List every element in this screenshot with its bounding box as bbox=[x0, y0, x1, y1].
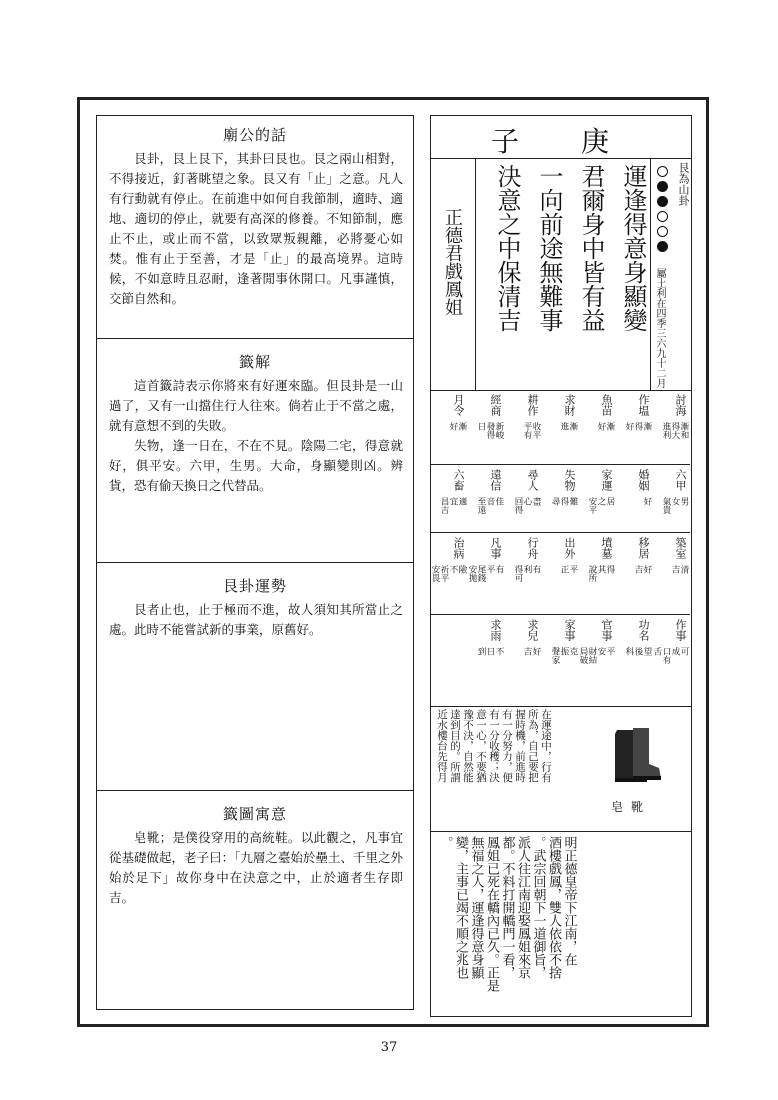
table-cell bbox=[653, 535, 690, 613]
cell-value-line: 有 bbox=[531, 565, 541, 574]
cell-value-line: 音 bbox=[485, 497, 495, 506]
explain-line: 有一分收穫；決 bbox=[488, 709, 500, 783]
story-title: 正德君戲鳳姐 bbox=[442, 208, 463, 316]
section-body bbox=[97, 596, 413, 640]
cell-key: 失物 bbox=[563, 469, 576, 491]
cell-value-line: 氣貴 bbox=[661, 497, 671, 514]
gua-label: 艮為山卦 bbox=[677, 162, 690, 206]
cell-value-line: 清 bbox=[679, 565, 689, 574]
explain-line: 有一分努力，便 bbox=[501, 709, 513, 783]
yao-filled-icon bbox=[657, 241, 668, 252]
explain-lines bbox=[435, 709, 552, 827]
table-cell bbox=[468, 467, 505, 531]
cell-value bbox=[661, 422, 688, 439]
cell-value bbox=[476, 422, 503, 439]
cell-value-line: 平 bbox=[568, 565, 578, 574]
cell-value bbox=[448, 422, 466, 431]
cell-value-line: 好 bbox=[642, 565, 652, 574]
cell-value-line: 發得 bbox=[485, 422, 495, 439]
cell-key: 魚苗 bbox=[600, 394, 613, 416]
yao-lines bbox=[653, 164, 671, 256]
table-cell bbox=[542, 392, 579, 462]
paragraph: 皂靴；是僕役穿用的高統鞋。以此觀之，凡事宜從基礎做起，老子曰：「九層之臺始於壘土、千里之外始於足下」故你身中在決意之中，止於適者生存即吉。 bbox=[109, 830, 403, 905]
cell-value bbox=[624, 422, 651, 431]
cell-value bbox=[633, 565, 651, 574]
cell-value-line: 平有 bbox=[522, 422, 532, 439]
section-title: 籤解 bbox=[238, 353, 271, 371]
cell-value-line: 昌吉 bbox=[439, 497, 449, 514]
cell-value bbox=[661, 497, 688, 514]
poem-line: 運逢得意身顯變 bbox=[619, 164, 647, 332]
cell-value-line: 漸 bbox=[605, 422, 615, 431]
cell-value-line: 好 bbox=[642, 497, 652, 506]
cell-value-line: 不 bbox=[448, 565, 458, 574]
cell-value bbox=[550, 647, 577, 664]
story-line: 無福之人，運逢得意身顯 bbox=[468, 836, 484, 979]
oracle-panel bbox=[430, 115, 692, 1017]
table-cell bbox=[616, 617, 653, 705]
cell-value-line: 漸 bbox=[457, 422, 467, 431]
explain-line: 意一心，不要猶 bbox=[475, 709, 487, 783]
cell-value-line: 有 bbox=[494, 565, 504, 574]
cell-key: 墳墓 bbox=[600, 537, 613, 559]
cell-value-line: 難 bbox=[568, 497, 578, 506]
cell-value-line: 得 bbox=[633, 422, 643, 431]
story-line: 變，主事已竭不順之兆也 bbox=[453, 836, 468, 979]
cell-value bbox=[430, 565, 466, 582]
explain-line: 豫不決，自然能 bbox=[462, 709, 474, 783]
poem-line: 一向前途無難事 bbox=[535, 164, 563, 332]
cell-key: 六畜 bbox=[452, 469, 465, 491]
table-cell bbox=[542, 467, 579, 531]
cell-value bbox=[642, 497, 651, 506]
story-line: 明正德皇帝下江南，在 bbox=[561, 836, 577, 966]
story-line: 酒樓戲鳳，雙人依依不捨 bbox=[546, 836, 561, 979]
cell-key: 遠信 bbox=[489, 469, 502, 491]
table-cell bbox=[468, 617, 505, 705]
cell-value bbox=[439, 497, 466, 514]
cell-value-line: 吉 bbox=[670, 565, 680, 574]
cell-value bbox=[550, 497, 577, 506]
cell-value-line: 新峻 bbox=[494, 422, 504, 439]
table-cell bbox=[505, 467, 542, 531]
cell-key: 行舟 bbox=[526, 537, 539, 559]
yao-open-icon bbox=[657, 226, 668, 237]
cell-value-line: 財結 bbox=[587, 647, 597, 664]
cell-value-line: 女 bbox=[670, 497, 680, 506]
story-line: 。 bbox=[437, 836, 453, 849]
poem-line: 君爾身中皆有益 bbox=[577, 164, 605, 332]
boots-icon bbox=[605, 726, 665, 786]
cell-value-line: 其 bbox=[596, 565, 606, 574]
story-title-box bbox=[431, 158, 476, 390]
cell-key: 功名 bbox=[637, 619, 650, 641]
section-body bbox=[97, 372, 413, 496]
cell-value bbox=[670, 565, 688, 574]
table-cell bbox=[653, 617, 690, 705]
paragraph: 這首籤詩表示你將來有好運來臨。但艮卦是一山過了，又有一山擋住行人往來。倘若止于不當之處，就有意想不到的失敗。 bbox=[109, 378, 403, 433]
section-gua-fortune bbox=[96, 563, 414, 791]
cell-value bbox=[624, 647, 651, 656]
cell-value-line: 得 bbox=[559, 497, 569, 506]
cell-key: 治病 bbox=[452, 537, 465, 559]
cell-value bbox=[652, 647, 688, 664]
cell-key: 求兒 bbox=[526, 619, 539, 641]
cell-value-line: 收平 bbox=[531, 422, 541, 439]
table-cell bbox=[616, 467, 653, 531]
fortune-table bbox=[431, 390, 690, 706]
table-cell bbox=[468, 535, 505, 613]
cell-key: 出外 bbox=[563, 537, 576, 559]
explain-text bbox=[435, 709, 577, 829]
cell-key: 討海 bbox=[674, 394, 687, 416]
section-title: 廟公的話 bbox=[222, 126, 287, 144]
cell-value-line: 平 bbox=[605, 647, 615, 656]
cell-value-line: 漸 bbox=[568, 422, 578, 431]
cell-value-line: 安 bbox=[596, 647, 606, 656]
cell-key: 六甲 bbox=[674, 469, 687, 491]
table-cell bbox=[542, 535, 579, 613]
cell-value bbox=[522, 647, 540, 656]
yao-open-icon bbox=[657, 166, 668, 177]
cell-key: 家事 bbox=[563, 619, 576, 641]
cell-value-line: 日 bbox=[485, 647, 495, 656]
cell-value-line: 男 bbox=[679, 497, 689, 506]
cell-value bbox=[559, 565, 577, 574]
table-cell bbox=[579, 392, 616, 462]
cell-value-line: 不 bbox=[494, 647, 504, 656]
table-cell bbox=[579, 535, 616, 613]
cell-value-line: 心 bbox=[522, 497, 532, 506]
cell-value-line: 漸 bbox=[642, 422, 652, 431]
section-temple-words bbox=[96, 115, 414, 339]
cell-value-line: 險 bbox=[457, 565, 467, 574]
cell-key: 築室 bbox=[674, 537, 687, 559]
cell-value-line: 局破 bbox=[578, 647, 588, 664]
cell-key: 凡事 bbox=[489, 537, 502, 559]
cell-value-line: 適 bbox=[457, 497, 467, 506]
cell-value-line: 後 bbox=[633, 647, 643, 656]
cell-value-line: 得 bbox=[605, 565, 615, 574]
header-char: 庚 bbox=[581, 125, 610, 158]
gua-attributes: 屬土利在四季三六九十二月 bbox=[654, 268, 665, 388]
cell-value-line: 回得 bbox=[513, 497, 523, 514]
cell-value-line: 科 bbox=[624, 647, 634, 656]
story-lines bbox=[437, 836, 577, 1012]
cell-value-line: 好 bbox=[624, 422, 634, 431]
cell-value-line: 得可 bbox=[513, 565, 523, 582]
story-line: 鳳姐已死在轎內已久。正是 bbox=[484, 836, 499, 992]
cell-value bbox=[476, 497, 503, 514]
story-line: 都。不料打開轎門一看， bbox=[499, 836, 515, 979]
cell-value bbox=[476, 647, 503, 656]
cell-key: 家運 bbox=[600, 469, 613, 491]
section-title: 籤圖寓意 bbox=[222, 805, 287, 823]
cell-value-line: 進 bbox=[559, 422, 569, 431]
cell-value-line: 吉 bbox=[633, 565, 643, 574]
cell-value-line: 成 bbox=[670, 647, 680, 656]
cell-key: 經商 bbox=[489, 394, 502, 416]
cell-value bbox=[587, 497, 614, 514]
cell-value bbox=[587, 565, 614, 582]
cell-key: 作事 bbox=[674, 619, 687, 641]
table-row bbox=[431, 614, 690, 707]
cell-value-line: 居 bbox=[605, 497, 615, 506]
cell-value-line: 聲家 bbox=[550, 647, 560, 664]
cell-value-line: 可 bbox=[679, 647, 689, 656]
cell-value bbox=[513, 497, 540, 514]
yao-filled-icon bbox=[657, 181, 668, 192]
table-cell bbox=[579, 617, 616, 705]
table-cell bbox=[616, 535, 653, 613]
cell-value-line: 至遠 bbox=[476, 497, 486, 514]
cell-value-line: 得大 bbox=[670, 422, 680, 439]
cell-key: 月令 bbox=[452, 394, 465, 416]
table-cell bbox=[505, 617, 542, 705]
cell-value-line: 好 bbox=[596, 422, 606, 431]
cell-value-line: 漸和 bbox=[679, 422, 689, 439]
item-picture bbox=[581, 716, 687, 826]
cell-value-line: 祈平 bbox=[439, 565, 449, 582]
explain-line: 所為，自己要把 bbox=[527, 709, 539, 783]
cell-value bbox=[513, 565, 540, 582]
cell-value-line: 振 bbox=[559, 647, 569, 656]
cell-value-line: 好 bbox=[531, 647, 541, 656]
cell-value bbox=[522, 422, 540, 439]
cell-value-line: 尾錢 bbox=[476, 565, 486, 582]
gua-info bbox=[650, 158, 691, 390]
cell-value-line: 安畏 bbox=[430, 565, 440, 582]
explain-line: 達到目的。所謂 bbox=[449, 709, 461, 783]
cell-value-line: 說所 bbox=[587, 565, 597, 582]
cell-value-line: 安平 bbox=[587, 497, 597, 514]
cell-value-line: 口有 bbox=[661, 647, 671, 664]
paragraph: 艮者止也，止于極而不進，故人須知其所當止之處。此時不能嘗試新的事業，原舊好。 bbox=[109, 602, 403, 637]
cell-value-line: 舌 bbox=[652, 647, 662, 656]
story-line: 派人往江南迎娶鳳姐來京 bbox=[515, 836, 530, 979]
cell-key: 官事 bbox=[600, 619, 613, 641]
table-cell bbox=[653, 467, 690, 531]
cell-key: 作塭 bbox=[637, 394, 650, 416]
table-cell bbox=[505, 535, 542, 613]
table-cell bbox=[542, 617, 579, 705]
cell-value-line: 宜 bbox=[448, 497, 458, 506]
cell-value-line: 日 bbox=[476, 422, 486, 431]
cell-value-line: 進利 bbox=[661, 422, 671, 439]
cell-value-line: 望 bbox=[642, 647, 652, 656]
story-text bbox=[437, 836, 687, 1012]
header-char: 子 bbox=[491, 125, 520, 158]
cell-value bbox=[578, 647, 614, 664]
section-body bbox=[97, 145, 413, 309]
cell-key: 婚姻 bbox=[637, 469, 650, 491]
cell-value-line: 安拋 bbox=[467, 565, 477, 582]
table-row bbox=[431, 464, 690, 533]
cell-value-line: 到 bbox=[476, 647, 486, 656]
cell-value-line: 佳 bbox=[494, 497, 504, 506]
cell-key: 移居 bbox=[637, 537, 650, 559]
cell-value bbox=[559, 422, 577, 431]
cell-key: 求雨 bbox=[489, 619, 502, 641]
header-year bbox=[431, 116, 690, 158]
cell-value-line: 克 bbox=[568, 647, 578, 656]
yao-filled-icon bbox=[657, 196, 668, 207]
table-cell bbox=[653, 392, 690, 462]
explain-line: 握時機，前進時 bbox=[514, 709, 526, 783]
story-line: 。武宗回朝下一道御旨， bbox=[530, 836, 546, 979]
yao-open-icon bbox=[657, 211, 668, 222]
page-number: 37 bbox=[380, 1040, 398, 1055]
cell-key: 求財 bbox=[563, 394, 576, 416]
cell-value-line: 好 bbox=[448, 422, 458, 431]
explain-line: 在運途中，行有 bbox=[540, 709, 552, 783]
table-row bbox=[431, 390, 690, 464]
cell-key: 尋人 bbox=[526, 469, 539, 491]
table-cell bbox=[616, 392, 653, 462]
table-cell bbox=[468, 392, 505, 462]
cell-value bbox=[596, 422, 614, 431]
paragraph: 艮卦，艮上艮下，其卦曰艮也。艮之兩山相對，不得接近，釘著眺望之象。艮又有「止」之意。凡人有行動就有停止。在前進中如何自我節制，適時、適地、適切的停止，就要有高深的修養。不知節制，應止不止，或止而不當，以致眾叛親離，必將憂心如焚。惟有止于至善，才是「止」的最高境界。這時候，不如意時且忍耐，逢著閒事休開口。凡事謹慎，交節自然和。 bbox=[109, 151, 403, 306]
cell-value-line: 尋 bbox=[550, 497, 560, 506]
cell-key: 耕作 bbox=[526, 394, 539, 416]
paragraph: 失物，逢一日在，不在不見。陰陽二宅，得意就好，俱平安。六甲，生男。大命，身顯變則凶。辨貨，恐有偷天換日之代替品。 bbox=[109, 438, 403, 493]
table-row bbox=[431, 532, 690, 615]
table-cell bbox=[431, 392, 468, 462]
section-title: 艮卦運勢 bbox=[222, 577, 287, 595]
cell-value-line: 吉 bbox=[522, 647, 532, 656]
cell-value-line: 正 bbox=[559, 565, 569, 574]
table-cell bbox=[505, 392, 542, 462]
cell-value-line: 之 bbox=[596, 497, 606, 506]
cell-value-line: 平 bbox=[485, 565, 495, 574]
section-body bbox=[97, 824, 413, 908]
explain-line: 近水樓台先得月 bbox=[436, 709, 448, 783]
table-cell bbox=[431, 535, 468, 613]
table-cell bbox=[579, 467, 616, 531]
section-interpretation bbox=[96, 339, 414, 563]
cell-value-line: 盡 bbox=[531, 497, 541, 506]
item-label: 皂靴 bbox=[611, 800, 652, 814]
cell-value-line: 利 bbox=[522, 565, 532, 574]
cell-value bbox=[467, 565, 503, 582]
poem-line: 決意之中保清吉 bbox=[493, 164, 521, 332]
table-cell bbox=[431, 467, 468, 531]
section-picture-meaning bbox=[96, 791, 414, 1010]
poem bbox=[479, 162, 649, 390]
